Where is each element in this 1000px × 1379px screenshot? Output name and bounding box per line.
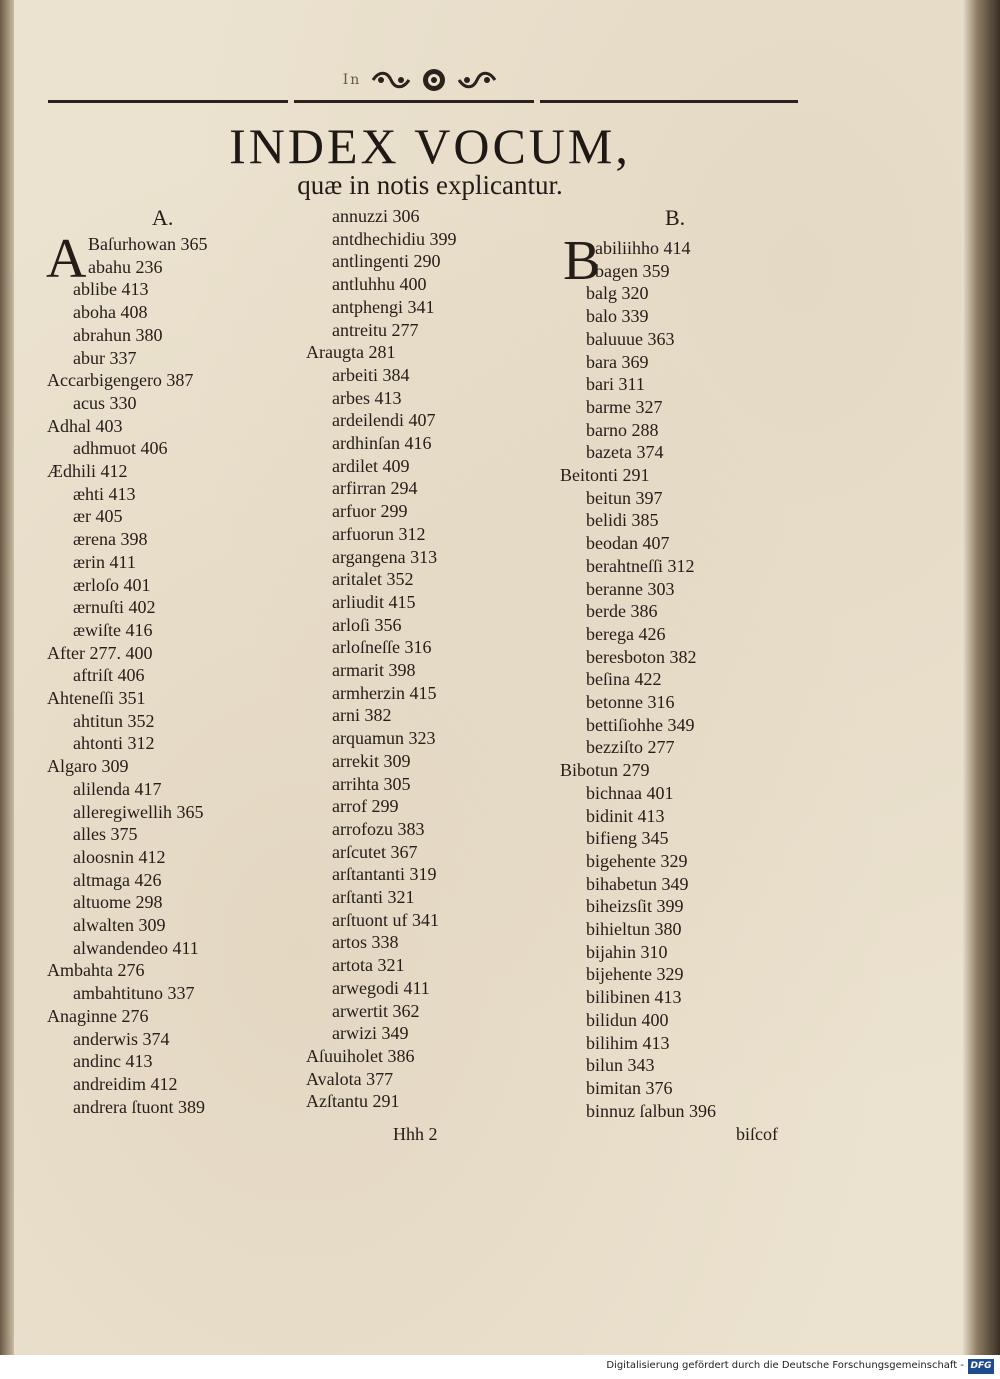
index-entry: aritalet 352	[332, 569, 414, 590]
index-entry: Algaro 309	[47, 756, 129, 777]
flourish-right-icon	[457, 69, 497, 91]
index-entry: beresboton 382	[586, 646, 697, 667]
index-entry: antphengi 341	[332, 296, 435, 317]
index-entry: arquamun 323	[332, 728, 436, 749]
section-letter-a: A.	[152, 205, 174, 230]
index-entry: bilidun 400	[586, 1009, 669, 1030]
index-entry: artota 321	[332, 955, 405, 976]
index-entry: biheizsſit 399	[586, 896, 684, 917]
header-catch-text: In	[342, 72, 362, 88]
index-entry: arrof 299	[332, 796, 399, 817]
index-entry: abur 337	[73, 347, 137, 368]
drop-cap-b: B	[563, 230, 601, 292]
index-entry: beranne 303	[586, 578, 675, 599]
index-entry: acus 330	[73, 392, 137, 413]
index-entry: bara 369	[586, 351, 649, 372]
index-entry: barme 327	[586, 396, 663, 417]
index-entry: altuome 298	[73, 892, 163, 913]
index-entry: ærin 411	[73, 551, 136, 572]
index-entry: berega 426	[586, 623, 666, 644]
index-entry: ærnuſti 402	[73, 597, 156, 618]
flourish-left-icon	[371, 69, 411, 91]
index-entry: ablibe 413	[73, 279, 149, 300]
digitization-footer	[0, 1355, 1000, 1379]
index-entry: Ahteneſſi 351	[47, 688, 146, 708]
dfg-logo: DFG	[968, 1359, 994, 1374]
index-entry: arliudit 415	[332, 591, 416, 612]
index-entry: baluuue 363	[586, 328, 675, 349]
index-entry: ær 405	[73, 506, 123, 527]
index-entry: ærena 398	[73, 529, 148, 550]
index-entry: berahtneſſi 312	[586, 555, 695, 576]
header-rule	[48, 100, 798, 112]
index-entry: arſcutet 367	[332, 841, 418, 862]
index-entry: annuzzi 306	[332, 206, 420, 226]
index-entry: Adhal 403	[47, 415, 123, 436]
index-entry: arrofozu 383	[332, 818, 425, 839]
index-entry: arfuorun 312	[332, 523, 426, 544]
index-entry: alwalten 309	[73, 915, 166, 935]
index-entry: Bibotun 279	[560, 760, 650, 781]
index-entry: bigehente 329	[586, 850, 688, 871]
index-entry: andinc 413	[73, 1051, 153, 1072]
index-entry: Baſurhowan 365	[88, 234, 208, 254]
index-entry: armherzin 415	[332, 682, 437, 703]
index-entry: Ædhili 412	[47, 461, 128, 481]
index-entry: bettiſiohhe 349	[586, 714, 695, 735]
index-entry: alwandendeo 411	[73, 937, 199, 958]
index-entry: anderwis 374	[73, 1028, 170, 1049]
index-entry: ærloſo 401	[73, 574, 151, 595]
index-entry: artos 338	[332, 932, 399, 953]
index-entry: arloſi 356	[332, 614, 402, 635]
index-entry: arwertit 362	[332, 1000, 420, 1021]
index-entry: arbeiti 384	[332, 364, 410, 385]
index-entry: arwizi 349	[332, 1023, 409, 1044]
index-entry: arrekit 309	[332, 750, 411, 771]
index-entry: ahtitun 352	[73, 710, 155, 731]
page-subtitle: quæ in notis explicantur.	[297, 170, 563, 200]
index-entry: ardhinſan 416	[332, 433, 432, 453]
index-entry: bezziſto 277	[586, 737, 675, 758]
drop-cap-a: A	[46, 228, 87, 290]
index-entry: aboha 408	[73, 302, 148, 323]
index-entry: ardilet 409	[332, 455, 410, 476]
index-entry: beitun 397	[586, 487, 663, 508]
index-entry: balg 320	[586, 283, 649, 304]
index-entry: arfuor 299	[332, 501, 408, 522]
index-entry: bihabetun 349	[586, 873, 689, 894]
index-entry: aftriſt 406	[73, 665, 145, 686]
index-entry: armarit 398	[332, 660, 416, 680]
index-entry: After 277. 400	[47, 642, 153, 663]
index-entry: abahu 236	[88, 256, 163, 277]
rosette-icon	[421, 67, 447, 93]
index-entry: Aſuuiholet 386	[306, 1045, 415, 1066]
page-left-edge	[0, 0, 14, 1355]
index-entry: beſina 422	[586, 669, 662, 690]
index-entry: alleregiwellih 365	[73, 801, 204, 822]
index-entry: Araugta 281	[306, 342, 396, 363]
signature-mark: Hhh 2	[393, 1124, 438, 1144]
index-entry: Accarbigengero 387	[47, 370, 194, 391]
index-entry: abiliihho 414	[595, 238, 691, 258]
index-entry: bifieng 345	[586, 828, 669, 849]
index-entry: bichnaa 401	[586, 782, 674, 803]
index-entry: bihieltun 380	[586, 919, 682, 939]
index-entry: arrihta 305	[332, 773, 411, 794]
index-entry: adhmuot 406	[73, 438, 168, 459]
section-letter-b: B.	[665, 205, 686, 230]
index-entry: argangena 313	[332, 546, 438, 567]
page-right-edge	[962, 0, 1000, 1355]
index-entry: bari 311	[586, 374, 645, 395]
index-entry: andrera ſtuont 389	[73, 1096, 205, 1117]
index-entry: arſtuont uf 341	[332, 909, 439, 930]
index-entry: Avalota 377	[306, 1068, 394, 1089]
index-entry: æhti 413	[73, 483, 136, 504]
footer-text: Digitalisierung gefördert durch die Deutsche Forschungsgemeinschaft -	[606, 1360, 964, 1371]
index-entry: arwegodi 411	[332, 977, 430, 998]
index-entry: balo 339	[586, 306, 649, 327]
index-entry: bijahin 310	[586, 941, 668, 962]
index-entry: alles 375	[73, 824, 138, 845]
index-entry: bimitan 376	[586, 1077, 673, 1098]
index-entry: berde 386	[586, 601, 658, 622]
index-entry: ahtonti 312	[73, 733, 155, 754]
index-entry: arni 382	[332, 705, 392, 726]
index-entry: betonne 316	[586, 692, 675, 712]
index-entry: aloosnin 412	[73, 846, 166, 867]
page-title: INDEX VOCUM,	[229, 118, 631, 174]
index-entry: bilihim 413	[586, 1032, 670, 1053]
index-entry: bilun 343	[586, 1055, 655, 1076]
index-entry: ambahtituno 337	[73, 983, 195, 1004]
index-entry: belidi 385	[586, 510, 659, 531]
index-entry: antdhechidiu 399	[332, 228, 457, 249]
index-entry: arbes 413	[332, 387, 402, 408]
index-entry: bilibinen 413	[586, 987, 682, 1008]
index-entry: antreitu 277	[332, 319, 419, 340]
catchword: biſcof	[736, 1124, 778, 1144]
index-entry: arſtantanti 319	[332, 864, 437, 885]
index-entry: arſtanti 321	[332, 887, 415, 907]
index-entry: arloſneſſe 316	[332, 637, 432, 658]
index-entry: alilenda 417	[73, 778, 162, 799]
index-entry: Azſtantu 291	[306, 1091, 400, 1112]
index-entry: ardeilendi 407	[332, 410, 436, 431]
index-entry: bijehente 329	[586, 964, 684, 985]
index-entry: binnuz ſalbun 396	[586, 1100, 716, 1121]
index-entry: Anaginne 276	[47, 1005, 149, 1026]
index-entry: bagen 359	[595, 260, 670, 281]
index-entry: bidinit 413	[586, 805, 665, 826]
index-entry: Ambahta 276	[47, 960, 145, 981]
index-entry: beodan 407	[586, 533, 670, 554]
index-entry: andreidim 412	[73, 1073, 178, 1094]
index-entry: abrahun 380	[73, 324, 163, 345]
index-entry: bazeta 374	[586, 442, 664, 463]
index-entry: æwiſte 416	[73, 619, 153, 640]
index-entry: Beitonti 291	[560, 465, 650, 485]
header-ornament	[330, 62, 510, 98]
index-entry: barno 288	[586, 419, 659, 440]
index-entry: altmaga 426	[73, 869, 162, 890]
index-entry: antlingenti 290	[332, 251, 441, 272]
index-entry: antluhhu 400	[332, 274, 427, 295]
index-entry: arfirran 294	[332, 478, 418, 499]
